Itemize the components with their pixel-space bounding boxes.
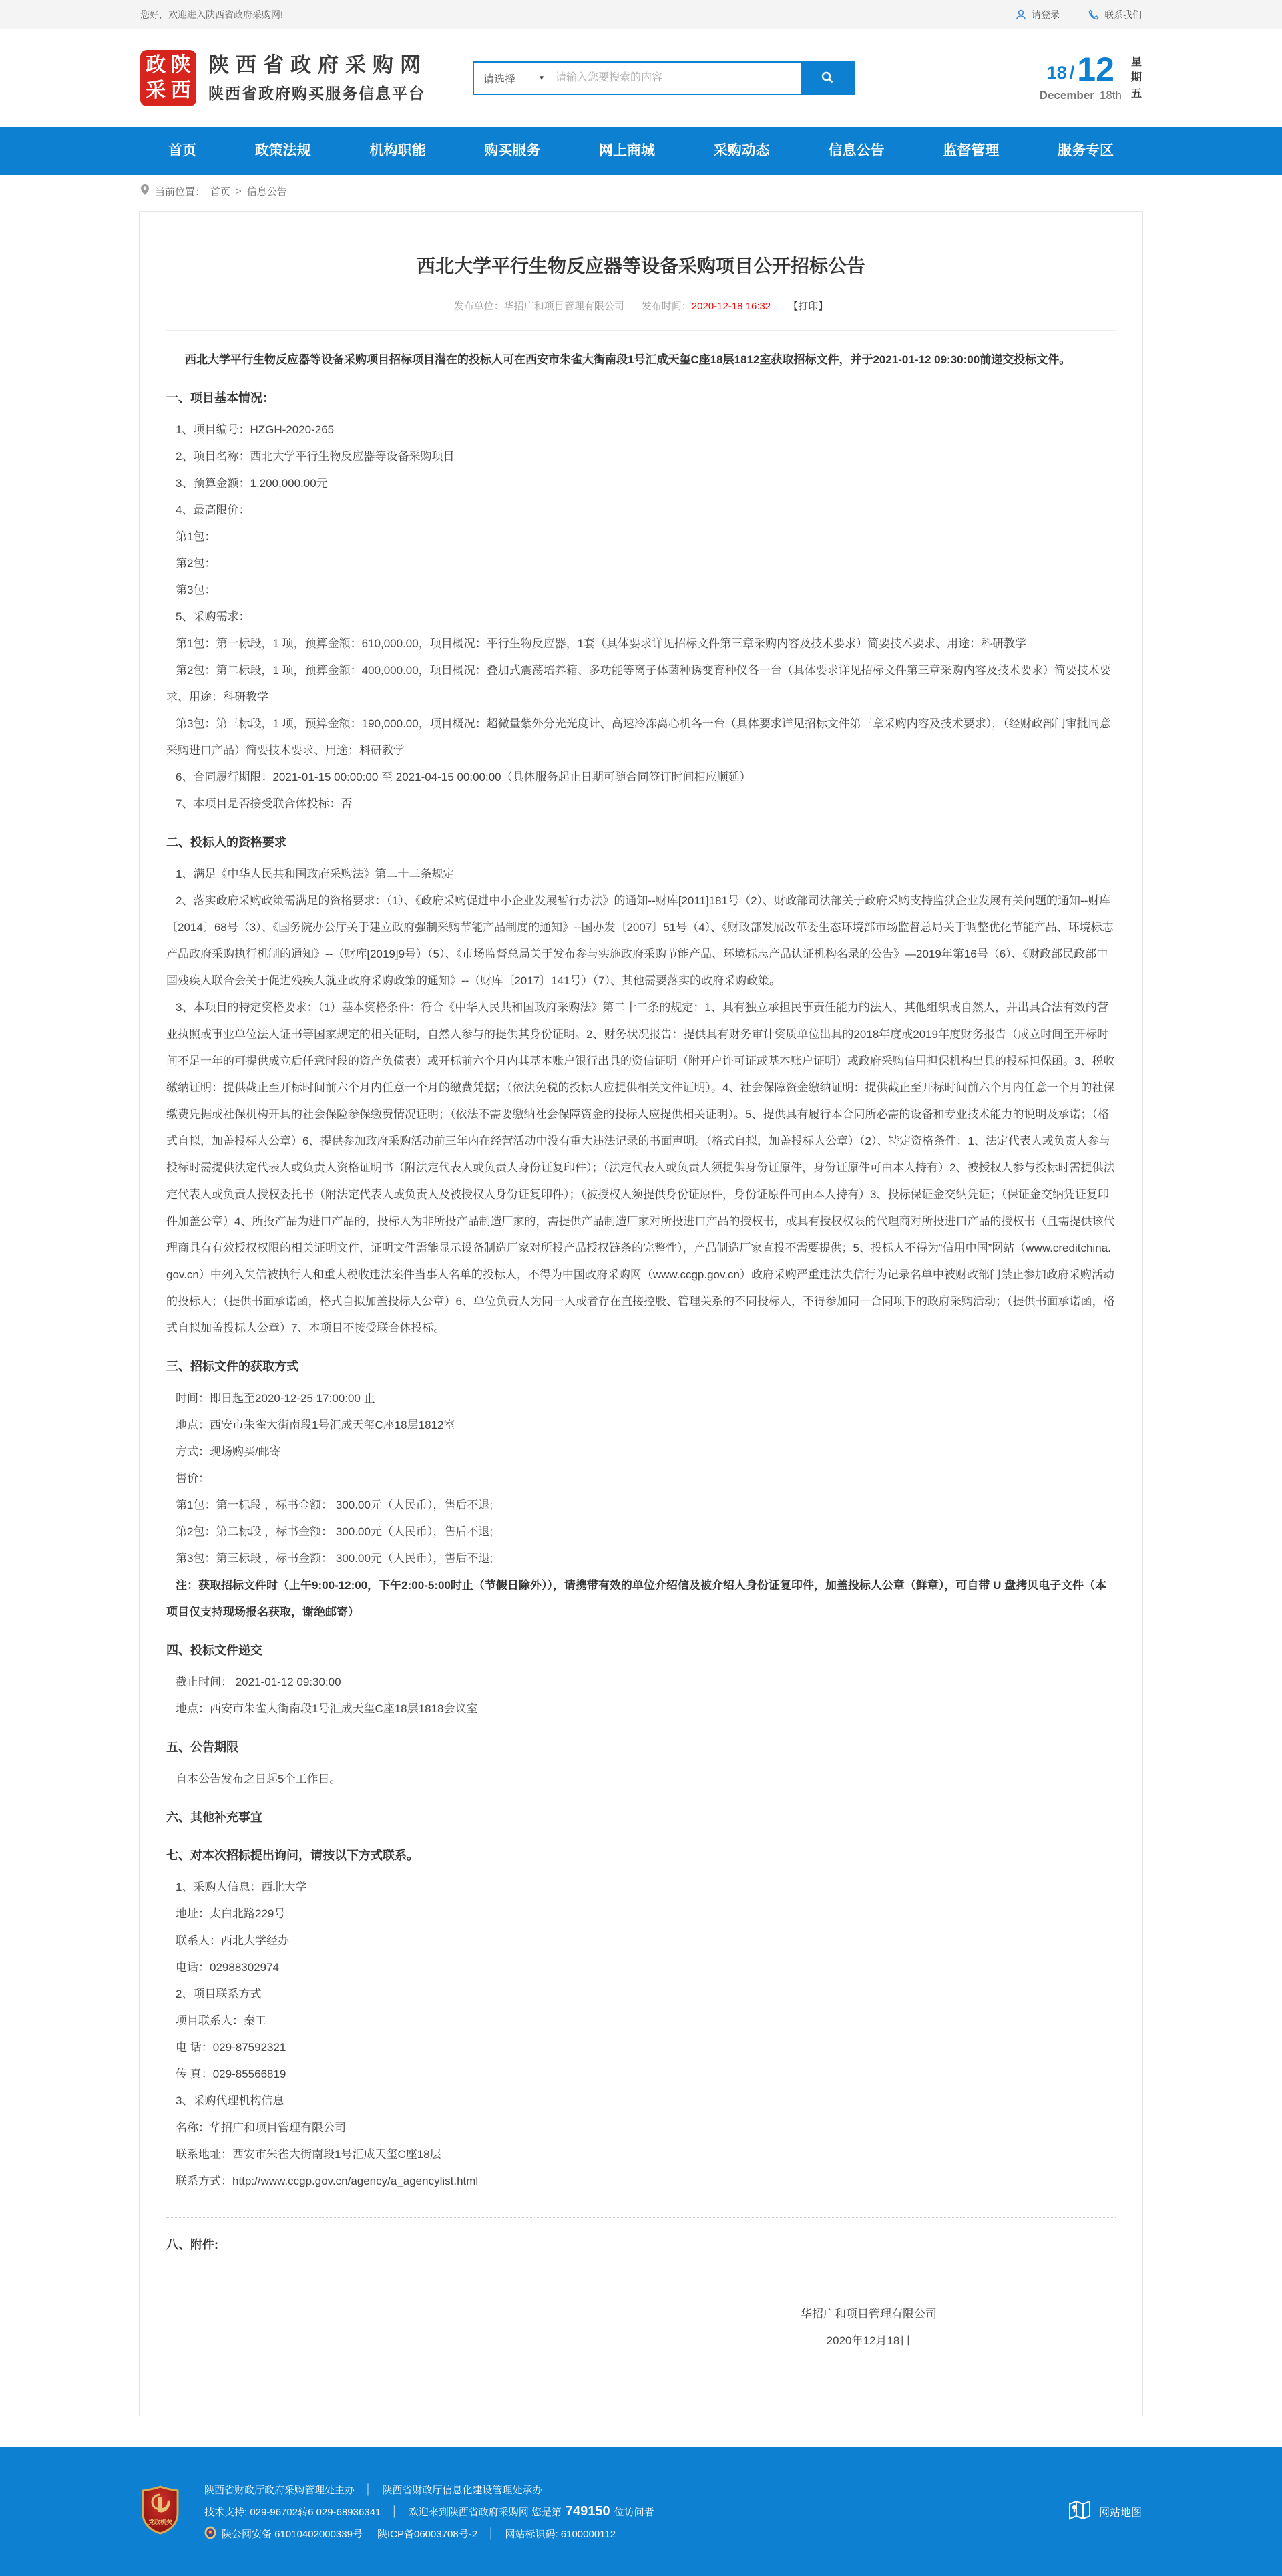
breadcrumb [0, 175, 1282, 207]
article-paragraph: 3、采购代理机构信息 [176, 2094, 284, 2107]
police-badge-icon [204, 2526, 222, 2542]
article-paragraph: 第3包： [176, 584, 216, 596]
nav-item-0[interactable]: 首页 [168, 143, 196, 158]
publisher-label: 发布单位： [453, 301, 504, 312]
article-paragraph: 第1包：第一标段，1 项，预算金额：610,000.00，项目概况：平行生物反应器，1套（具体要求详见招标文件第三章采购内容及技术要求）简要技术要求、用途：科研教学 [176, 637, 1027, 650]
site-title: 陕西省政府采购网 [208, 53, 427, 77]
article-paragraph: 3、预算金额：1,200,000.00元 [176, 477, 328, 490]
footer [0, 2447, 1282, 2576]
section-heading-3: 三、招标文件的获取方式 [166, 1360, 298, 1373]
visitor-count: 749150 [565, 2504, 610, 2519]
chevron-down-icon: ▼ [538, 74, 545, 82]
section-heading-4: 四、投标文件递交 [166, 1644, 262, 1657]
emblem-caption: 党政机关 [148, 2519, 173, 2525]
section-heading-6: 六、其他补充事宜 [166, 1811, 262, 1824]
site-code: 网站标识码: 6100000112 [505, 2529, 616, 2540]
publish-time-value: 2020-12-18 16:32 [691, 301, 771, 312]
page-title: 西北大学平行生物反应器等设备采购项目公开招标公告 [416, 256, 865, 277]
article-paragraph: 自本公告发布之日起5个工作日。 [176, 1773, 341, 1785]
article-paragraph: 2、落实政府采购政策需满足的资格要求：（1）、《政府采购促进中小企业发展暂行办法》的通知--财库[2011]181号（2）、财政部司法部关于政府采购支持监狱企业发展有关问题的通知--财库〔2014〕68号（3）、《国务院办公厅关于建立政府强制采购节能产品制度的通知》--国办发〔2007〕51号（4）、《财政部发展改革委生态环境部市场监督总局关于调整优化节能产品、环境标志产品政府采购执行机制的通知》--（财库[2019]9号）（5）、《市场监督总局关于发布参与实施政府采购节能产品、环境标志产品认证机构名录的公告》—2019年第16号（6）、《财政部民政部中国残疾人联合会关于促进残疾人就业政府采购政策的通知》--（财库〔2017〕141号）（7）、其他需要落实的政府采购政策。 [166, 894, 1114, 987]
user-icon [1015, 9, 1027, 21]
breadcrumb-current: 信息公告 [246, 186, 287, 198]
sitemap-icon [1066, 2496, 1094, 2527]
footer-host: 陕西省财政厅政府采购管理处主办 [204, 2485, 355, 2496]
article-paragraph: 地点：西安市朱雀大街南段1号汇成天玺C座18层1812室 [176, 1419, 455, 1431]
signature-date: 2020年12月18日 [826, 2334, 911, 2347]
article-paragraph: 电话：02988302974 [176, 1961, 280, 1974]
logo-char-2: 采 [146, 79, 166, 102]
article-paragraph: 时间：即日起至2020-12-25 17:00:00 止 [176, 1392, 375, 1405]
login-link[interactable] [1015, 8, 1060, 21]
article-paragraph: 项目联系人：秦工 [176, 2014, 266, 2027]
article-paragraph: 3、本项目的特定资格要求：（1）基本资格条件：符合《中华人民共和国政府采购法》第二十二条的规定：1、具有独立承担民事责任能力的法人、其他组织或自然人，并出具合法有效的营业执照或事业单位法人证书等国家规定的相关证明，自然人参与的提供其身份证明。2、财务状况报告：提供具有财务审计资质单位出具的2018年度或2019年度财务报告（成立时间至开标时间不足一年的可提供成立后任意时段的资产负债表）或开标前六个月内其基本账户银行出具的资信证明（附开户许可证或基本账户证明）或政府采购信用担保机构出具的投标担保函。3、税收缴纳证明：提供截止至开标时间前六个月内任意一个月的缴费凭据；（依法免税的投标人应提供相关文件证明）。4、社会保障资金缴纳证明：提供截止至开标时间前六个月内任意一个月的社保缴费凭据或社保机构开具的社会保险参保缴费情况证明；（依法不需要缴纳社会保障资金的投标人应提供相关证明）。5、提供具有履行本合同所必需的设备和专业技术能力的说明及承诺；（格式自拟，加盖投标人公章）6、提供参加政府采购活动前三年内在经营活动中没有重大违法记录的书面声明。（格式自拟，加盖投标人公章）（2）、特定资格条件：1、法定代表人或负责人参与投标时需提供法定代表人或负责人资格证明书（附法定代表人或负责人身份证复印件）；（法定代表人或负责人须提供身份证原件，身份证原件可由本人持有）2、被授权人参与投标时需提供法定代表人或负责人授权委托书（附法定代表人或负责人及被授权人身份证复印件）；（被授权人须提供身份证原件，身份证原件可由本人持有）3、投标保证金交纳凭证；（保证金交纳凭证复印件加盖公章）4、所投产品为进口产品的，投标人为非所投产品制造厂家的，需提供产品制造厂家对所投进口产品的授权书，或具有授权权限的代理商对所投进口产品的授权书（且需提供该代理商具有有效授权权限的相关证明文件，证明文件需能显示设备制造厂家对所投产品授权链条的完整性），产品制造厂家直投不需要提供；5、投标人不得为“信用中国”网站（www.creditchina.gov.cn）中列入失信被执行人和重大税收违法案件当事人名单的投标人，不得为中国政府采购网（www.ccgp.gov.cn）政府采购严重违法失信行为记录名单中被财政部门禁止参加政府采购活动的投标人；（提供书面承诺函，格式自拟加盖投标人公章）6、单位负责人为同一人或者存在直接控股、管理关系的不同投标人，不得参加同一合同项下的政府采购活动；（提供书面承诺函，格式自拟加盖投标人公章）7、本项目不接受联合体投标。 [166, 1001, 1115, 1334]
section-heading-5: 五、公告期限 [166, 1740, 238, 1754]
date-day-en: 18th [1099, 88, 1122, 102]
article-paragraph: 方式：现场购买/邮寄 [176, 1445, 281, 1458]
footer-undertake: 陕西省财政厅信息化建设管理处承办 [382, 2485, 543, 2496]
article-paragraph: 注：获取招标文件时（上午9:00-12:00，下午2:00-5:00时止（节假日除外）），请携带有效的单位介绍信及被介绍人身份证复印件，加盖投标人公章（鲜章），可自带 U 盘拷贝电子文件（本项目仅支持现场报名获取，谢绝邮寄） [166, 1579, 1107, 1618]
article-meta [166, 299, 1116, 313]
article-paragraph: 截止时间： 2021-01-12 09:30:00 [176, 1676, 341, 1688]
site-header [0, 29, 1282, 127]
section-heading-2: 二、投标人的资格要求 [166, 836, 286, 849]
nav-item-7[interactable]: 监督管理 [943, 143, 1000, 158]
sitemap-link[interactable] [1066, 2496, 1142, 2527]
nav-item-1[interactable]: 政策法规 [254, 143, 311, 158]
date-month-en: December [1039, 88, 1094, 102]
publish-time-label: 发布时间： [641, 301, 692, 312]
section-heading-7: 七、对本次招标提出询问，请按以下方式联系。 [166, 1849, 419, 1862]
search-category-label: 请选择 [483, 73, 516, 85]
article-paragraph: 联系人：西北大学经办 [176, 1934, 289, 1947]
date-weekday: 星 期 五 [1130, 57, 1142, 100]
breadcrumb-separator: > [236, 185, 242, 197]
main-nav [0, 127, 1282, 175]
footer-tech-support: 技术支持: 029-96702转6 029-68936341 [204, 2507, 381, 2518]
dotted-divider [166, 2217, 1116, 2218]
date-day: 18 [1046, 62, 1067, 83]
nav-item-2[interactable]: 机构职能 [369, 143, 426, 158]
date-separator: / [1069, 62, 1075, 83]
date-widget [1039, 50, 1142, 102]
section-heading-8: 八、附件: [166, 2238, 218, 2251]
article-intro: 西北大学平行生物反应器等设备采购项目招标项目潜在的投标人可在西安市朱雀大街南段1号汇成天玺C座18层1812室获取招标文件，并于2021-01-12 09:30:00前递交投标文件。 [185, 353, 1071, 366]
article-body [166, 347, 1116, 2258]
article-paragraph: 第2包：第二标段，1 项，预算金额：400,000.00，项目概况：叠加式震荡培养箱、多功能等离子体菌种诱变育种仪各一台（具体要求详见招标文件第三章采购内容及技术要求）简要技术要求、用途：科研教学 [166, 664, 1111, 703]
section-heading-1: 一、项目基本情况： [166, 391, 274, 405]
article-paragraph: 1、采购人信息：西北大学 [176, 1881, 307, 1893]
search-category-select[interactable] [474, 63, 553, 94]
article-paragraph: 售价： [176, 1472, 210, 1485]
publisher-value: 华招广和项目管理有限公司 [503, 301, 624, 312]
search-input[interactable] [553, 63, 799, 94]
nav-item-6[interactable]: 信息公告 [828, 143, 885, 158]
nav-item-5[interactable]: 采购动态 [713, 143, 770, 158]
welcome-text: 您好，欢迎进入陕西省政府采购网! [140, 9, 283, 20]
article-paragraph: 传 真：029-85566819 [176, 2068, 286, 2080]
article-paragraph: 第1包： [176, 530, 216, 543]
article-paragraph: 5、采购需求： [176, 610, 250, 623]
article-paragraph: 第2包：第二标段 ，标书金额： 300.00元（人民币），售后不退; [176, 1525, 493, 1538]
article-paragraph: 2、项目联系方式 [176, 1988, 262, 2000]
footer-lines: 陕西省财政厅政府采购管理处主办 │ 陕西省财政厅信息化建设管理处承办 技术支持: 029-96702转6 029-68936341 │ 欢迎来到陕西省政府采购网 您是第 749150 位访问者 陕公网安备 61010402000339号 陕ICP备06003708号-2 │ 网站标识码: 6100000112 [204, 2476, 654, 2547]
article-paragraph: 6、合同履行期限：2021-01-15 00:00:00 至 2021-04-15 00:00:00（具体服务起止日期可随合同签订时间相应顺延） [176, 771, 751, 783]
icp-beian-link[interactable]: 陕ICP备06003708号-2 [377, 2529, 478, 2540]
article-paragraph: 2、项目名称：西北大学平行生物反应器等设备采购项目 [176, 450, 455, 463]
article-paragraph: 1、满足《中华人民共和国政府采购法》第二十二条规定 [176, 868, 455, 880]
sitemap-label: 网站地图 [1098, 2507, 1142, 2519]
government-emblem [140, 2485, 180, 2538]
article-paragraph: 第3包：第三标段，1 项，预算金额：190,000.00，项目概况：超微量紫外分光光度计、高速冷冻离心机各一台（具体要求详见招标文件第三章采购内容及技术要求），（经财政部门审批同意采购进口产品）简要技术要求、用途：科研教学 [166, 717, 1111, 757]
nav-item-8[interactable]: 服务专区 [1058, 143, 1114, 158]
logo-char-3: 西 [170, 79, 191, 102]
article-paragraph: 地址：太白北路229号 [176, 1907, 286, 1920]
article-paragraph: 联系方式：http://www.ccgp.gov.cn/agency/a_agencylist.html [176, 2175, 479, 2187]
signature-company: 华招广和项目管理有限公司 [801, 2308, 937, 2320]
article-paragraph: 1、项目编号：HZGH-2020-265 [176, 423, 335, 436]
announcement-card [139, 211, 1143, 2416]
article-paragraph: 电 话：029-87592321 [176, 2041, 286, 2054]
phone-icon [1088, 9, 1100, 21]
topbar [0, 0, 1282, 29]
signature-block [755, 2301, 982, 2354]
location-pin-icon [140, 184, 150, 198]
search-box [473, 61, 855, 95]
breadcrumb-label: 当前位置： [155, 186, 206, 198]
article-paragraph: 第2包： [176, 557, 216, 570]
logo-char-0: 政 [146, 54, 166, 77]
date-month: 12 [1077, 50, 1114, 88]
article-paragraph: 第3包：第三标段 ，标书金额： 300.00元（人民币），售后不退; [176, 1552, 493, 1565]
site-logo[interactable] [140, 50, 196, 106]
article-paragraph: 7、本项目是否接受联合体投标：否 [176, 797, 353, 810]
article-paragraph: 名称：华招广和项目管理有限公司 [176, 2121, 346, 2134]
gongan-beian-link[interactable]: 陕公网安备 61010402000339号 [222, 2529, 363, 2540]
article-paragraph: 联系地址：西安市朱雀大街南段1号汇成天玺C座18层 [176, 2148, 441, 2161]
breadcrumb-home-link[interactable]: 首页 [210, 186, 231, 198]
article-paragraph: 4、最高限价： [176, 504, 250, 516]
brand-block [208, 53, 427, 104]
search-button[interactable] [801, 63, 853, 94]
login-label: 请登录 [1032, 9, 1060, 20]
contact-link[interactable] [1088, 8, 1142, 21]
footer-welcome-suffix: 位访问者 [614, 2507, 654, 2518]
contact-label: 联系我们 [1104, 9, 1142, 20]
nav-item-4[interactable]: 网上商城 [599, 143, 655, 158]
search-icon [820, 70, 835, 87]
article-paragraph: 地点：西安市朱雀大街南段1号汇成天玺C座18层1818会议室 [176, 1702, 478, 1715]
footer-welcome-prefix: 欢迎来到陕西省政府采购网 您是第 [408, 2507, 562, 2518]
nav-item-3[interactable]: 购买服务 [484, 143, 541, 158]
logo-char-1: 陕 [170, 54, 191, 77]
print-button[interactable]: 【打印】 [788, 301, 829, 312]
article-paragraph: 第1包：第一标段 ，标书金额： 300.00元（人民币），售后不退; [176, 1499, 493, 1511]
meta-divider [166, 330, 1116, 331]
site-subtitle: 陕西省政府购买服务信息平台 [208, 85, 425, 103]
